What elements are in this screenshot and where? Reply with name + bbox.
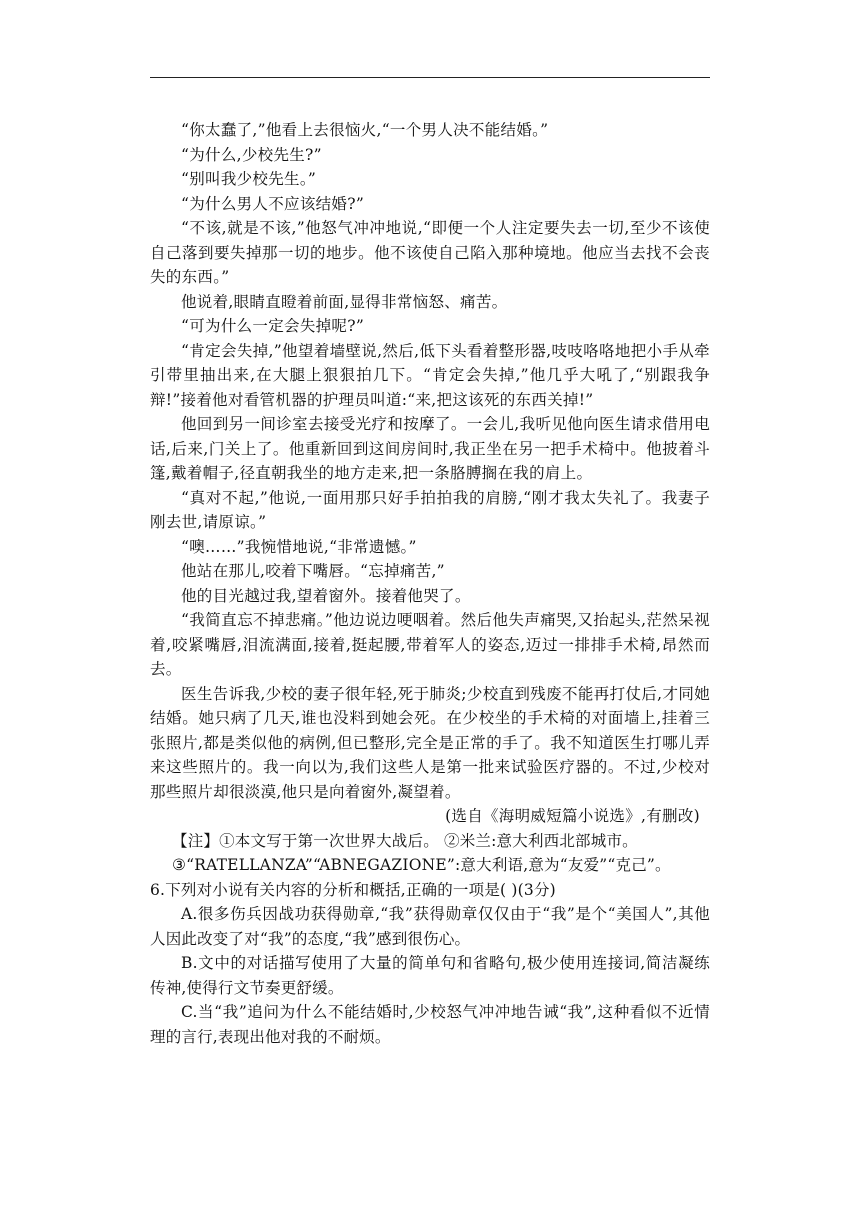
document-content bbox=[150, 118, 710, 1049]
annotation-note: ③“RATELLANZA”“ABNEGAZIONE”:意大利语,意为“友爱”“克己”。 bbox=[172, 856, 671, 874]
passage-paragraph: “噢……”我惋惜地说,“非常遗憾。” bbox=[181, 537, 417, 556]
passage-paragraph: “肯定会失掉,”他望着墙壁说,然后,低下头看着整形器,吱吱咯咯地把小手从牵引带里抽出来,在大腿上狠狠拍几下。“肯定会失掉,”他几乎大吼了,“别跟我争辩!”接着他对看管机器的护理员叫道:“来,把这该死的东西关掉!” bbox=[150, 341, 710, 409]
passage-paragraph: “为什么男人不应该结婚?” bbox=[181, 194, 365, 213]
passage-paragraph: “你太蠢了,”他看上去很恼火,“一个男人决不能结婚。” bbox=[181, 121, 549, 139]
question-stem: 6.下列对小说有关内容的分析和概括,正确的一项是( )(3分) bbox=[150, 880, 556, 899]
passage-paragraph: “为什么,少校先生?” bbox=[181, 145, 322, 164]
question-option-c: C.当“我”追问为什么不能结婚时,少校怒气冲冲地告诫“我”,这种看似不近情理的言行,表现出他对我的不耐烦。 bbox=[150, 1003, 710, 1046]
passage-paragraph: “别叫我少校先生。” bbox=[181, 170, 317, 188]
question-option-b: B.文中的对话描写使用了大量的简单句和省略句,极少使用连接词,简洁凝练传神,使得行文节奏更舒缓。 bbox=[150, 954, 710, 997]
passage-paragraph: 医生告诉我,少校的妻子很年轻,死于肺炎;少校直到残废不能再打仗后,才同她结婚。她只病了几天,谁也没料到她会死。在少校坐的手术椅的对面墙上,挂着三张照片,都是类似他的病例,但已整形,完全是正常的手了。我不知道医生打哪儿弄来这些照片的。我一向以为,我们这些人是第一批来试验医疗器的。不过,少校对那些照片却很淡漠,他只是向着窗外,凝望着。 bbox=[150, 684, 710, 801]
passage-paragraph: “我简直忘不掉悲痛。”他边说边哽咽着。然后他失声痛哭,又抬起头,茫然呆视着,咬紧嘴唇,泪流满面,接着,挺起腰,带着军人的姿态,迈过一排排手术椅,昂然而去。 bbox=[150, 611, 710, 678]
question-option-a: A.很多伤兵因战功获得勋章,“我”获得勋章仅仅由于“我”是个“美国人”,其他人因此改变了对“我”的态度,“我”感到很伤心。 bbox=[150, 905, 710, 948]
annotation-note: 【注】①本文写于第一次世界大战后。 ②米兰:意大利西北部城市。 bbox=[172, 831, 638, 850]
passage-paragraph: “真对不起,”他说,一面用那只好手拍拍我的肩膀,“刚才我太失礼了。我妻子刚去世,请原谅。” bbox=[150, 488, 710, 531]
passage-paragraph: “不该,就是不该,”他怒气冲冲地说,“即便一个人注定要失去一切,至少不该使自己落到要失掉那一切的地步。他不该使自己陷入那种境地。他应当去找不会丧失的东西。” bbox=[150, 219, 710, 286]
passage-paragraph: 他回到另一间诊室去接受光疗和按摩了。一会儿,我听见他向医生请求借用电话,后来,门关上了。他重新回到这间房间时,我正坐在另一把手术椅中。他披着斗篷,戴着帽子,径直朝我坐的地方走来,把一条胳膊搁在我的肩上。 bbox=[150, 415, 710, 482]
passage-paragraph: “可为什么一定会失掉呢?” bbox=[181, 317, 365, 335]
passage-paragraph: 他站在那儿,咬着下嘴唇。“忘掉痛苦,” bbox=[181, 562, 445, 580]
passage-paragraph: 他的目光越过我,望着窗外。接着他哭了。 bbox=[181, 586, 471, 605]
source-citation: (选自《海明威短篇小说选》,有删改) bbox=[445, 807, 700, 825]
header-rule bbox=[150, 77, 710, 78]
passage-paragraph: 他说着,眼睛直瞪着前面,显得非常恼怒、痛苦。 bbox=[181, 292, 508, 311]
